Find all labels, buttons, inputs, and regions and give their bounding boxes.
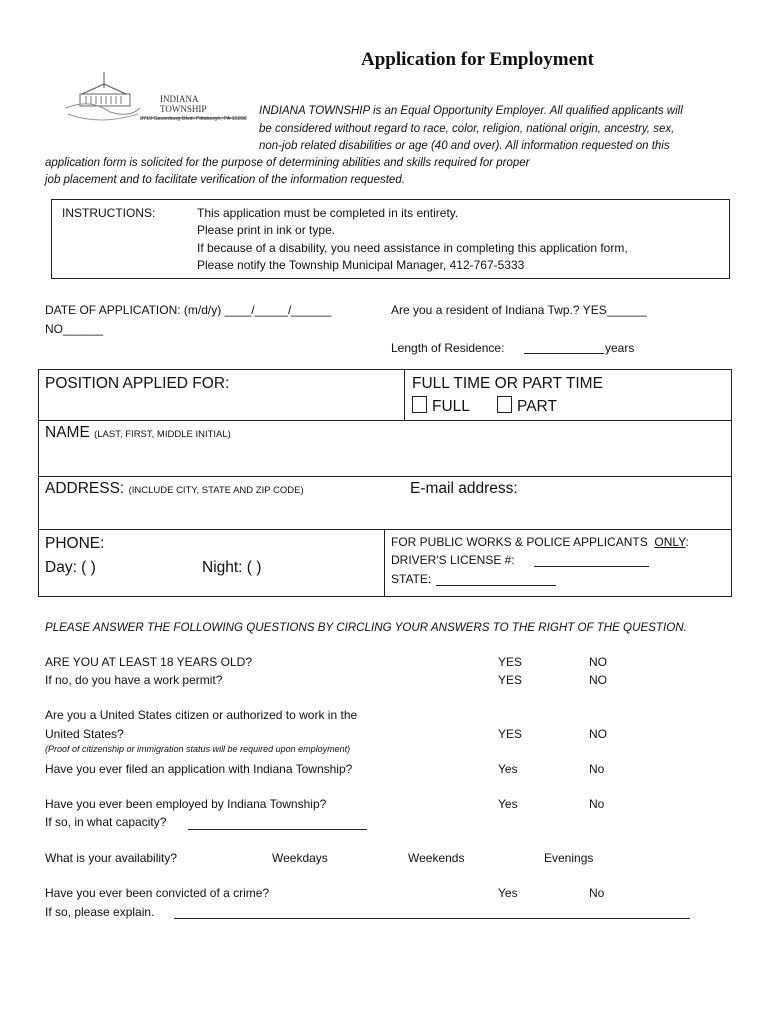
instructions-label: INSTRUCTIONS: (62, 206, 156, 220)
question-explain: If so, please explain. (45, 905, 155, 919)
instructions-line-2: Please print in ink or type. (197, 223, 336, 237)
page-title: Application for Employment (361, 49, 594, 70)
length-of-residence-field[interactable] (524, 353, 604, 354)
question-convicted: Have you ever been convicted of a crime? (45, 886, 270, 900)
checkbox-icon (412, 396, 427, 413)
full-label: FULL (432, 398, 470, 415)
answer-yes[interactable]: Yes (498, 762, 518, 776)
night-phone-field[interactable]: Night: ( ) (202, 559, 262, 576)
address-field[interactable] (45, 480, 304, 498)
explain-field[interactable] (174, 918, 690, 919)
checkbox-icon (497, 396, 512, 413)
length-of-residence-label: Length of Residence: (391, 341, 505, 355)
instructions-line-4: Please notify the Township Municipal Manager, 412-767-5333 (197, 258, 525, 272)
state-label: STATE: (391, 572, 432, 586)
answer-no[interactable]: No (589, 886, 605, 900)
full-time-checkbox[interactable] (412, 396, 470, 416)
logo-text-township: TOWNSHIP (160, 104, 207, 114)
address-label: ADDRESS: (45, 480, 125, 497)
date-of-application-field[interactable]: DATE OF APPLICATION: (m/d/y) ____/_____/______ (45, 303, 332, 317)
name-field[interactable] (45, 424, 231, 442)
availability-weekdays[interactable]: Weekdays (272, 851, 328, 865)
resident-no-field[interactable]: NO______ (45, 322, 104, 336)
instructions-line-1: This application must be completed in its entirety. (197, 206, 459, 220)
address-hint: (INCLUDE CITY, STATE AND ZIP CODE) (128, 485, 304, 496)
only-text: ONLY (654, 535, 686, 549)
eeo-line-2: be considered without regard to race, color, religion, national origin, ancestry, sex, (259, 123, 675, 135)
part-time-checkbox[interactable] (497, 396, 557, 416)
grid-line (38, 476, 732, 477)
question-capacity: If so, in what capacity? (45, 815, 167, 829)
part-label: PART (517, 398, 557, 415)
answer-no[interactable]: NO (589, 727, 607, 741)
years-label: years (605, 341, 635, 355)
public-works-text: FOR PUBLIC WORKS & POLICE APPLICANTS (391, 535, 648, 549)
question-citizen-cont: United States? (45, 727, 124, 741)
public-works-label (391, 534, 689, 551)
question-work-permit: If no, do you have a work permit? (45, 673, 223, 687)
answer-yes[interactable]: YES (498, 655, 523, 669)
instructions-line-3: If because of a disability, you need assistance in completing this application form, (197, 241, 628, 255)
capacity-field[interactable] (188, 829, 367, 830)
availability-weekends[interactable]: Weekends (408, 851, 465, 865)
email-field[interactable]: E-mail address: (410, 480, 518, 497)
answer-no[interactable]: No (589, 797, 605, 811)
logo-address: 3710 Saxonburg Blvd. Pittsburgh, PA 15238 (140, 116, 247, 122)
question-filed-application: Have you ever filed an application with Indiana Township? (45, 762, 353, 776)
eeo-line-3: non-job related disabilities or age (40 and over). All information requested on this (259, 140, 670, 152)
answer-yes[interactable]: YES (498, 673, 523, 687)
drivers-license-label: DRIVER'S LICENSE #: (391, 553, 515, 567)
name-label: NAME (45, 424, 90, 441)
state-field[interactable] (436, 585, 556, 586)
answer-no[interactable]: NO (589, 655, 607, 669)
day-phone-field[interactable]: Day: ( ) (45, 559, 96, 576)
answer-yes[interactable]: Yes (498, 797, 518, 811)
question-citizen: Are you a United States citizen or authorized to work in the (45, 708, 358, 722)
answer-yes[interactable]: YES (498, 727, 523, 741)
question-availability: What is your availability? (45, 851, 178, 865)
drivers-license-field[interactable] (534, 566, 649, 567)
eeo-line-5: job placement and to facilitate verification of the information requested. (45, 174, 405, 186)
colon-text: : (685, 535, 689, 549)
eeo-line-4: application form is solicited for the purpose of determining abilities and skills required for proper (45, 157, 530, 169)
answer-yes[interactable]: Yes (498, 886, 518, 900)
resident-question[interactable]: Are you a resident of Indiana Twp.? YES______ (391, 303, 647, 317)
question-age: ARE YOU AT LEAST 18 YEARS OLD? (45, 655, 252, 669)
question-employed: Have you ever been employed by Indiana Township? (45, 797, 327, 811)
answer-no[interactable]: No (589, 762, 605, 776)
position-applied-for-field[interactable]: POSITION APPLIED FOR: (45, 375, 230, 392)
township-logo (60, 68, 250, 126)
grid-line (404, 369, 405, 421)
full-or-part-time-label: FULL TIME OR PART TIME (412, 375, 603, 392)
eeo-line-1: INDIANA TOWNSHIP is an Equal Opportunity Employer. All qualified applicants will (259, 105, 683, 117)
grid-line (38, 420, 732, 421)
grid-line (38, 529, 732, 530)
grid-line (384, 529, 385, 597)
logo-text-indiana: INDIANA (160, 94, 199, 104)
phone-label: PHONE: (45, 535, 105, 552)
questions-instructions: PLEASE ANSWER THE FOLLOWING QUESTIONS BY CIRCLING YOUR ANSWERS TO THE RIGHT OF THE QUESTION. (45, 621, 687, 634)
citizen-note: (Proof of citizenship or immigration status will be required upon employment) (45, 744, 351, 754)
name-hint: (LAST, FIRST, MIDDLE INITIAL) (94, 429, 231, 440)
answer-no[interactable]: NO (589, 673, 607, 687)
availability-evenings[interactable]: Evenings (544, 851, 594, 865)
